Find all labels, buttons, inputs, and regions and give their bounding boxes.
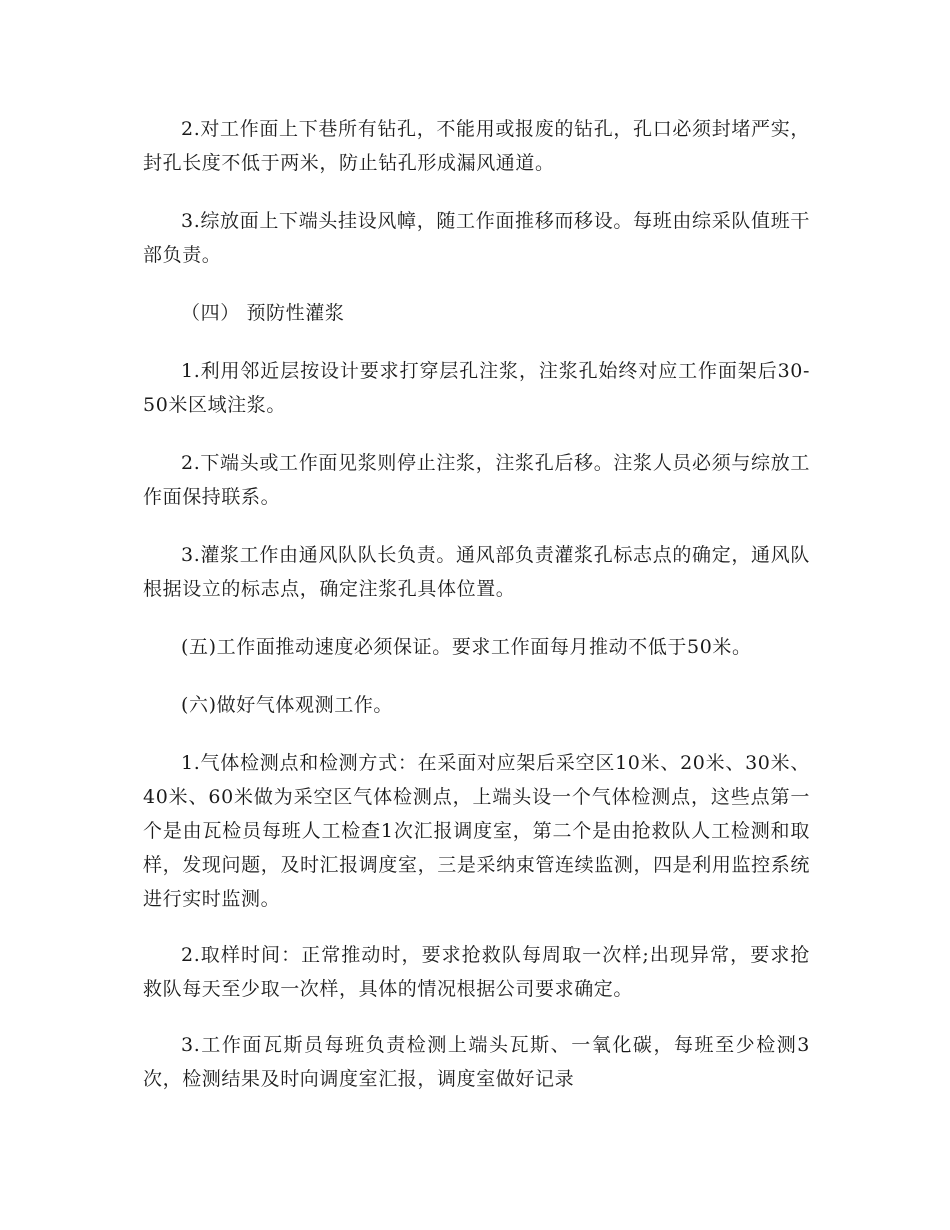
section-heading-advance-speed: (五)工作面推动速度必须保证。要求工作面每月推动不低于50米。: [181, 636, 752, 658]
section-heading-gas-observation: (六)做好气体观测工作。: [181, 694, 394, 716]
paragraph-gas-inspector: 3.工作面瓦斯员每班负责检测上端头瓦斯、一氧化碳，每班至少检测3次，检测结果及时向调度室汇报，调度室做好记录: [143, 1034, 810, 1090]
paragraph-sampling-time: 2.取样时间：正常推动时，要求抢救队每周取一次样;出现异常，要求抢救队每天至少取一次样，具体的情况根据公司要求确定。: [143, 944, 810, 1000]
paragraph-gas-detection-points: 1.气体检测点和检测方式：在采面对应架后采空区10米、20米、30米、40米、60米做为采空区气体检测点，上端头设一个气体检测点，这些点第一个是由瓦检员每班人工检查1次汇报调度室，第二个是由抢救队人工检测和取样，发现问题，及时汇报调度室，三是采纳束管连续监测，四是利用监控系统进行实时监测。: [143, 752, 810, 910]
paragraph-air-curtain: 3.综放面上下端头挂设风幛，随工作面推移而移设。每班由综采队值班干部负责。: [143, 210, 810, 266]
section-heading-preventive-grouting: （四） 预防性灌浆: [181, 302, 345, 324]
paragraph-stop-grouting: 2.下端头或工作面见浆则停止注浆，注浆孔后移。注浆人员必须与综放工作面保持联系。: [143, 452, 810, 508]
paragraph-grouting-holes: 1.利用邻近层按设计要求打穿层孔注浆，注浆孔始终对应工作面架后30-50米区域注浆。: [143, 360, 810, 416]
paragraph-grouting-responsibility: 3.灌浆工作由通风队队长负责。通风部负责灌浆孔标志点的确定，通风队根据设立的标志点，确定注浆孔具体位置。: [143, 544, 810, 600]
paragraph-borehole-sealing: 2.对工作面上下巷所有钻孔，不能用或报废的钻孔，孔口必须封堵严实，封孔长度不低于两米，防止钻孔形成漏风通道。: [143, 118, 810, 174]
